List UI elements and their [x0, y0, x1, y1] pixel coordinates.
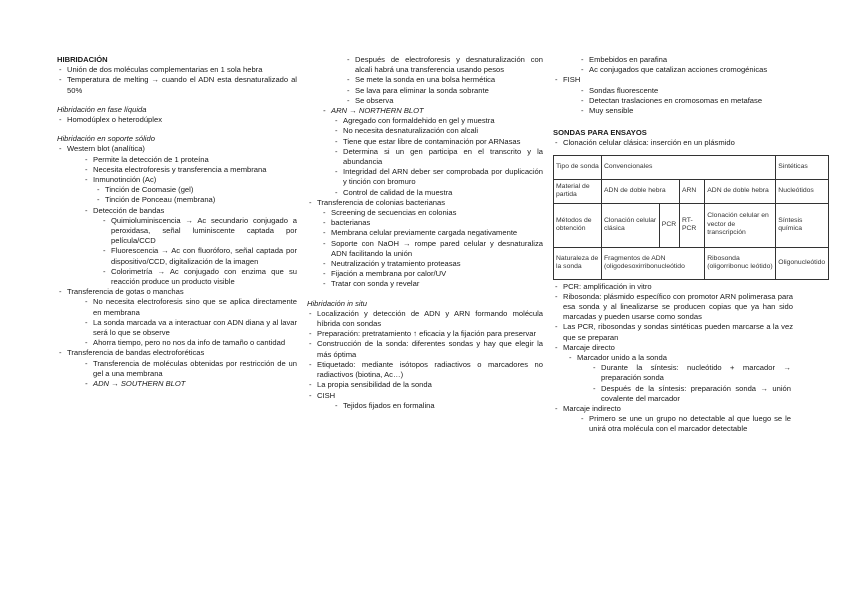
list-item: - Integridad del ARN deber ser comprobada por duplicación y tinción con bromuro	[333, 167, 543, 187]
solid-heading: Hibridación en soporte sólido	[57, 134, 155, 144]
list-item: - Detectan traslaciones en cromosomas en metafase	[579, 96, 793, 106]
list-item: - Transferencia de moléculas obtenidas por restricción de un gel a una membrana	[83, 359, 297, 379]
list-item: - Neutralización y tratamiento proteasas	[321, 259, 543, 269]
list-item: - La sonda marcada va a interactuar con ADN diana y al lavar será lo que se observe	[83, 318, 297, 338]
list-item: - Transferencia de gotas o manchas	[57, 287, 297, 297]
list-item: - Fluorescencia → Ac con fluoróforo, señal captada por dispositivo/CCD, digitalización de la imagen	[101, 246, 297, 266]
list-item: - Tejidos fijados en formalina	[333, 401, 543, 411]
list-item: - Ahorra tiempo, pero no nos da info de tamaño o cantidad	[83, 338, 297, 348]
list-item: - Permite la detección de 1 proteína	[83, 155, 297, 165]
list-item: - Membrana celular previamente cargada negativamente	[321, 228, 543, 238]
liquid-heading: Hibridación en fase líquida	[57, 104, 147, 114]
list-item: - Transferencia de bandas electroforéticas	[57, 348, 297, 358]
column-2	[307, 55, 543, 411]
list-item: - bacterianas	[321, 218, 543, 228]
list-item: - Marcaje indirecto	[553, 404, 793, 414]
list-item: - Etiquetado: mediante isótopos radiactivos o marcadores no radiactivos (biotina, Ac…)	[307, 360, 543, 380]
table-cell: Convencionales	[602, 155, 776, 179]
list-item: - Preparación: pretratamiento ↑ eficacia y la fijación para preservar	[307, 329, 543, 339]
table-cell: Métodos de obtención	[554, 203, 602, 247]
sondas-title: SONDAS PARA ENSAYOS	[553, 128, 647, 138]
list-item: - Homodúplex o heterodúplex	[57, 115, 297, 125]
table-cell: PCR	[659, 203, 679, 247]
list-item: - FISH	[553, 75, 793, 85]
list-item: - Marcador unido a la sonda	[567, 353, 793, 363]
list-item: - Se observa	[345, 96, 543, 106]
column-1	[57, 55, 297, 389]
list-item: - Durante la síntesis: nucleótido + marcador → preparación sonda	[591, 363, 791, 383]
list-item: - Ribosonda: plásmido específico con promotor ARN polimerasa para esa sonda y al linealizarse se producen copias que ya han sido marcadas y pueden usarse como sondas	[553, 292, 793, 323]
table-cell: ARN	[679, 179, 704, 203]
list-item: - Screening de secuencias en colonias	[321, 208, 543, 218]
table-cell: Clonación celular clásica	[602, 203, 660, 247]
table-cell: RT-PCR	[679, 203, 704, 247]
list-item: - Necesita electroforesis y transferencia a membrana	[83, 165, 297, 175]
table-cell: ADN de doble hebra	[602, 179, 680, 203]
hibridacion-title: HIBRIDACIÓN	[57, 55, 108, 64]
list-item: - No necesita electroforesis sino que se aplica directamente en membrana	[83, 297, 297, 317]
list-item: - Determina si un gen participa en el transcrito y la abundancia	[333, 147, 543, 167]
list-item: - Tinción de Coomasie (gel)	[95, 185, 297, 195]
list-item: - Ac conjugados que catalizan acciones cromogénicas	[579, 65, 793, 75]
list-item: - Agregado con formaldehido en gel y muestra	[333, 116, 543, 126]
list-item: - Sondas fluorescente	[579, 86, 793, 96]
list-item: - PCR: amplificación in vitro	[553, 282, 793, 292]
list-item: - Control de calidad de la muestra	[333, 188, 543, 198]
table-cell: Fragmentos de ADN (oligodesoxirribonucleótido	[602, 247, 705, 279]
list-item: - Embebidos en parafina	[579, 55, 793, 65]
list-item: - Colorimetría → Ac conjugado con enzima que su reacción produce un producto visible	[101, 267, 297, 287]
table-cell: Síntesis química	[776, 203, 829, 247]
list-item: - Se mete la sonda en una bolsa hermética	[345, 75, 543, 85]
list-item: - Las PCR, ribosondas y sondas sintéticas pueden marcarse a la vez que se preparan	[553, 322, 793, 342]
list-item: - Tinción de Ponceau (membrana)	[95, 195, 297, 205]
list-item: - Después de electroforesis y desnaturalización con alcali habrá una transferencia usando pesos	[345, 55, 543, 75]
list-item: - Clonación celular clásica: inserción en un plásmido	[553, 138, 793, 148]
table-cell: Sintéticas	[776, 155, 829, 179]
list-item: - Fijación a membrana por calor/UV	[321, 269, 543, 279]
list-item: - Después de la síntesis: preparación sonda → unión covalente del marcador	[591, 384, 791, 404]
table-cell: Ribosonda (oligorribonuc leótido)	[705, 247, 776, 279]
table-cell: Clonación celular en vector de transcripción	[705, 203, 776, 247]
list-item: - Detección de bandas	[83, 206, 297, 216]
list-item: - ARN → NORTHERN BLOT	[321, 106, 543, 116]
list-item: - Tiene que estar libre de contaminación por ARNasas	[333, 137, 543, 147]
table-cell: Nucleótidos	[776, 179, 829, 203]
insitu-heading: Hibridación in situ	[307, 298, 367, 308]
table-cell: Material de partida	[554, 179, 602, 203]
list-item: - CISH	[307, 391, 543, 401]
table-cell: Oligonucleótido	[776, 247, 829, 279]
table-cell: Tipo de sonda	[554, 155, 602, 179]
table-cell: Naturaleza de la sonda	[554, 247, 602, 279]
column-3	[553, 55, 826, 435]
list-item: - Transferencia de colonias bacterianas	[307, 198, 543, 208]
table-cell: ADN de doble hebra	[705, 179, 776, 203]
list-item: - No necesita desnaturalización con alcali	[333, 126, 543, 136]
sondas-table	[553, 155, 829, 280]
list-item: - Temperatura de melting → cuando el ADN esta desnaturalizado al 50%	[57, 75, 297, 95]
list-item: - Primero se une un grupo no detectable al que luego se le unirá otra molécula con el marcador detectable	[579, 414, 791, 434]
list-item: - Marcaje directo	[553, 343, 793, 353]
list-item: - Unión de dos moléculas complementarias en 1 sola hebra	[57, 65, 297, 75]
western-item: - Western blot (analítica)	[57, 144, 297, 154]
list-item: - Muy sensible	[579, 106, 793, 116]
list-item: - Inmunotinción (Ac)	[83, 175, 297, 185]
list-item: - Localización y detección de ADN y ARN formando molécula híbrida con sondas	[307, 309, 543, 329]
list-item: - La propia sensibilidad de la sonda	[307, 380, 543, 390]
list-item: - ADN → SOUTHERN BLOT	[83, 379, 297, 389]
list-item: - Tratar con sonda y revelar	[321, 279, 543, 289]
list-item: - Construcción de la sonda: diferentes sondas y hay que elegir la más óptima	[307, 339, 543, 359]
list-item: - Quimioluminiscencia → Ac secundario conjugado a peroxidasa, señal luminiscente captada por película/CCD	[101, 216, 297, 247]
list-item: - Soporte con NaOH → rompe pared celular y desnaturaliza ADN facilitando la unión	[321, 239, 543, 259]
list-item: - Se lava para eliminar la sonda sobrante	[345, 86, 543, 96]
